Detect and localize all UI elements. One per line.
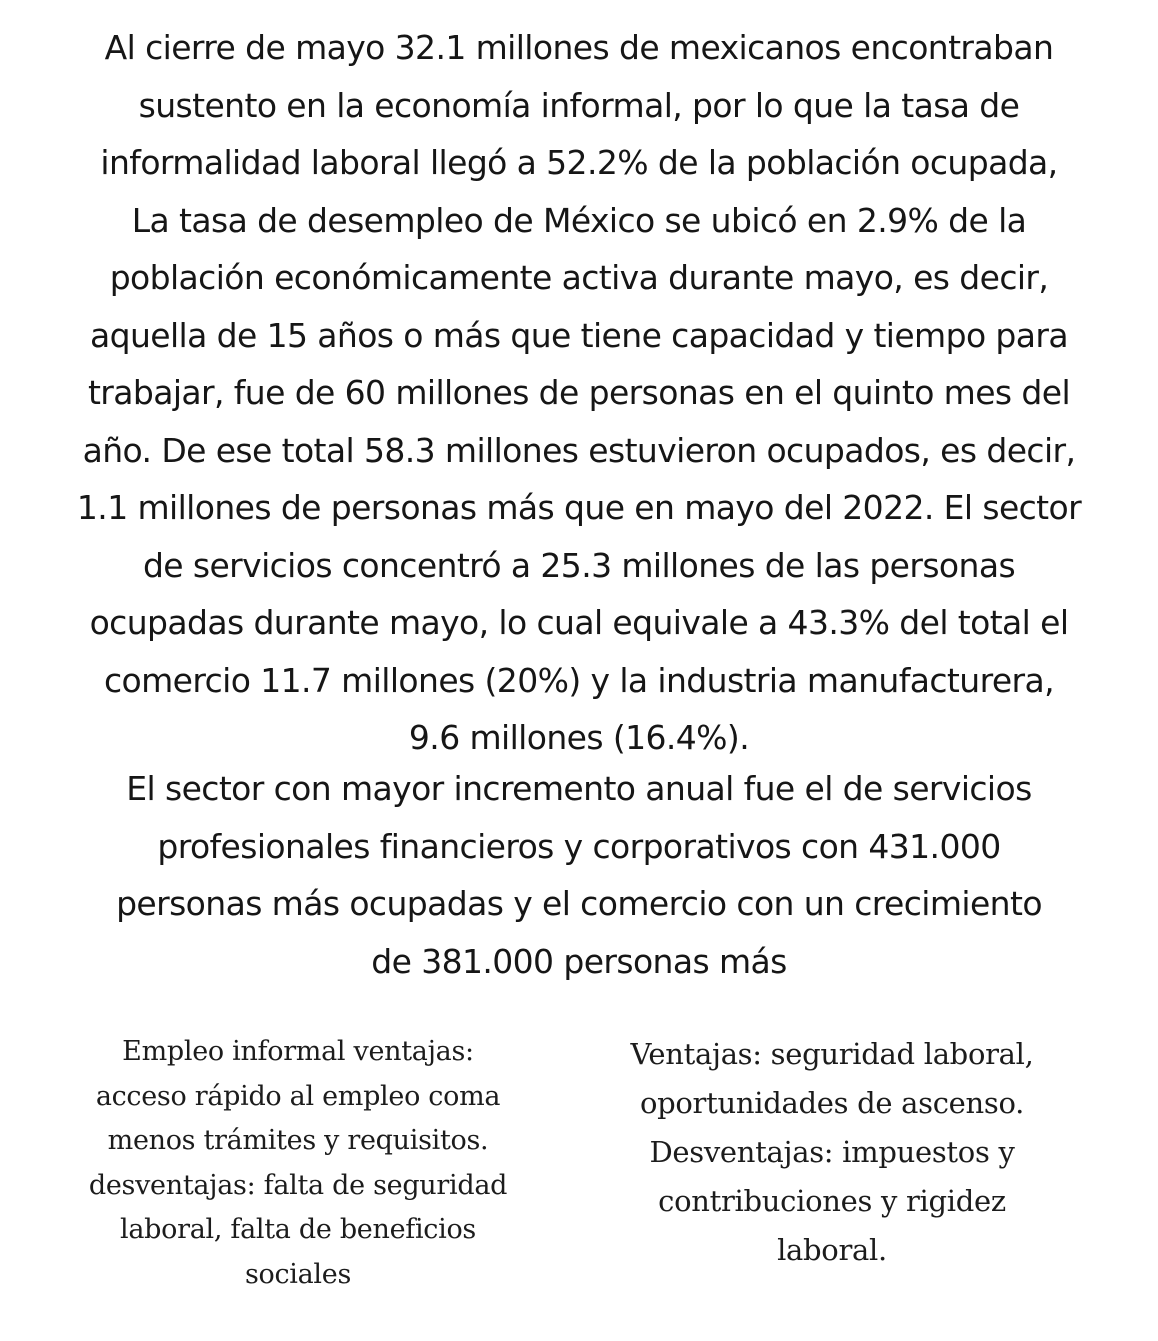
text-line: contribuciones y rigidez [658, 1184, 1006, 1218]
paragraph-sector-growth [0, 760, 1158, 990]
text-line: Empleo informal ventajas: [122, 1036, 474, 1067]
paragraph-employment-statistics [0, 19, 1158, 767]
text-line: población económicamente activa durante mayo, es decir, [109, 258, 1049, 297]
text-line: ocupadas durante mayo, lo cual equivale a 43.3% del total el [89, 603, 1069, 642]
text-line: trabajar, fue de 60 millones de personas en el quinto mes del [87, 373, 1071, 412]
informal-employment-column [60, 1030, 536, 1298]
text-line: Ventajas: seguridad laboral, [630, 1037, 1034, 1071]
text-line: de servicios concentró a 25.3 millones de las personas [142, 545, 1016, 585]
text-line: acceso rápido al empleo coma [95, 1080, 501, 1112]
text-line: de 381.000 personas más [371, 941, 787, 981]
text-line: desventajas: falta de seguridad [88, 1169, 508, 1201]
formal-employment-column [590, 1030, 1074, 1275]
text-line: sustento en la economía informal, por lo que la tasa de [138, 85, 1020, 125]
text-line: laboral, falta de beneficios [120, 1214, 476, 1246]
text-line: Al cierre de mayo 32.1 millones de mexicanos encontraban [104, 28, 1054, 67]
text-line: oportunidades de ascenso. [639, 1086, 1025, 1120]
text-line: comercio 11.7 millones (20%) y la industria manufacturera, [104, 660, 1054, 700]
text-line: Desventajas: impuestos y [649, 1135, 1015, 1169]
text-line: El sector con mayor incremento anual fue el de servicios [126, 769, 1032, 808]
text-line: aquella de 15 años o más que tiene capacidad y tiempo para [90, 315, 1068, 355]
text-line: laboral. [777, 1233, 887, 1267]
text-line: sociales [244, 1258, 352, 1290]
text-line: menos trámites y requisitos. [107, 1125, 489, 1157]
text-line: 1.1 millones de personas más que en mayo del 2022. El sector [76, 488, 1082, 527]
text-line: informalidad laboral llegó a 52.2% de la población ocupada, [100, 143, 1058, 182]
text-line: 9.6 millones (16.4%). [408, 718, 750, 757]
text-line: personas más ocupadas y el comercio con un crecimiento [116, 884, 1042, 923]
text-line: profesionales financieros y corporativos con 431.000 [157, 826, 1001, 866]
text-line: La tasa de desempleo de México se ubicó en 2.9% de la [131, 200, 1027, 240]
text-line: año. De ese total 58.3 millones estuvieron ocupados, es decir, [82, 430, 1076, 470]
